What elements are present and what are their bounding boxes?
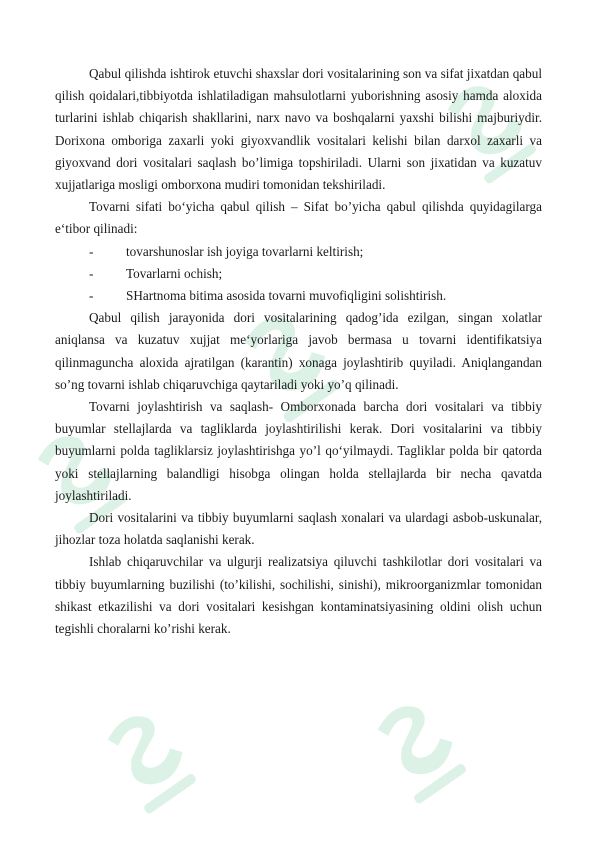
watermark-logo-icon <box>90 700 210 830</box>
watermark-logo-icon <box>360 690 480 820</box>
paragraph: Ishlab chiqaruvchilar va ulgurji realizatsiya qiluvchi tashkilotlar dori vositalari va tibbiy buyumlarning buzilishi (to’kilishi, sochilishi, sinishi), mikroorganizmlar tomonidan shikast etkazilishi va dori vositalari kesishgan kontaminatsiyasining oldini olish uchun tegishli choralarni ko’rishi kerak. <box>55 554 542 637</box>
list-item-text: Tovarlarni ochish; <box>126 265 223 281</box>
document-body <box>55 63 542 640</box>
list-item <box>55 241 542 263</box>
paragraph: Tovarni joylashtirish va saqlash- Omborxonada barcha dori vositalari va tibbiy buyumlar stellajlarda va tagliklarda joylashtirilishi kerak. Dori vositalarini va tibbiy buyumlarni polda tagliklarsiz joylashtirishga yo’l qo‘yilmaydi. Tagliklar polda bir qatorda yoki stellajlarning balandligi hisobga olingan holda stellajlarda bir necha qavatda joylashtiriladi. <box>55 399 542 503</box>
paragraph: Qabul qilish jarayonida dori vositalarining qadog’ida ezilgan, singan xolatlar aniqlansa va kuzatuv xujjat me‘yorlariga javob bermasa u tovarni identifikatsiya qilinmaguncha aloxida ajratilgan (karantin) xonaga joylashtirib quyiladi. Aniqlangandan so’ng tovarni ishlab chiqaruvchiga qaytariladi yoki yo’q qilinadi. <box>55 310 542 392</box>
list-item-text: SHartnoma bitima asosida tovarni muvofiqligini solishtirish. <box>126 288 447 304</box>
list-item-text: tovarshunoslar ish joyiga tovarlarni keltirish; <box>126 243 364 259</box>
list-item <box>55 285 542 307</box>
list-marker: - <box>89 288 94 304</box>
paragraph: Dori vositalarini va tibbiy buyumlarni saqlash xonalari va ulardagi asbob-uskunalar, jihozlar toza holatda saqlanishi kerak. <box>55 510 542 548</box>
list-marker: - <box>89 265 94 281</box>
list-marker: - <box>89 243 94 259</box>
paragraph: Qabul qilishda ishtirok etuvchi shaxslar dori vositalarining son va sifat jixatdan qabul qilish qoidalari,tibbiyotda ishlatiladigan mahsulotlarni yuborishning asosiy hamda aloxida turlarini ishlab chiqarish shakllarini, narx navo va boshqalarni yaxshi bilishi majburiydir. Dorixona omboriga zaxarli yoki giyoxvandlik vositalari kelishi bilan darxol zaxarli va giyoxvand dori vositalari saqlash bo’limiga topshiriladi. Ularni son jixatidan va kuzatuv xujjatlariga mosligi omborxona mudiri tomonidan tekshiriladi. <box>55 66 542 193</box>
paragraph: Tovarni sifati bo‘yicha qabul qilish – Sifat bo’yicha qabul qilishda quyidagilarga e‘tibor qilinadi: <box>55 199 542 237</box>
list-item <box>55 263 542 285</box>
